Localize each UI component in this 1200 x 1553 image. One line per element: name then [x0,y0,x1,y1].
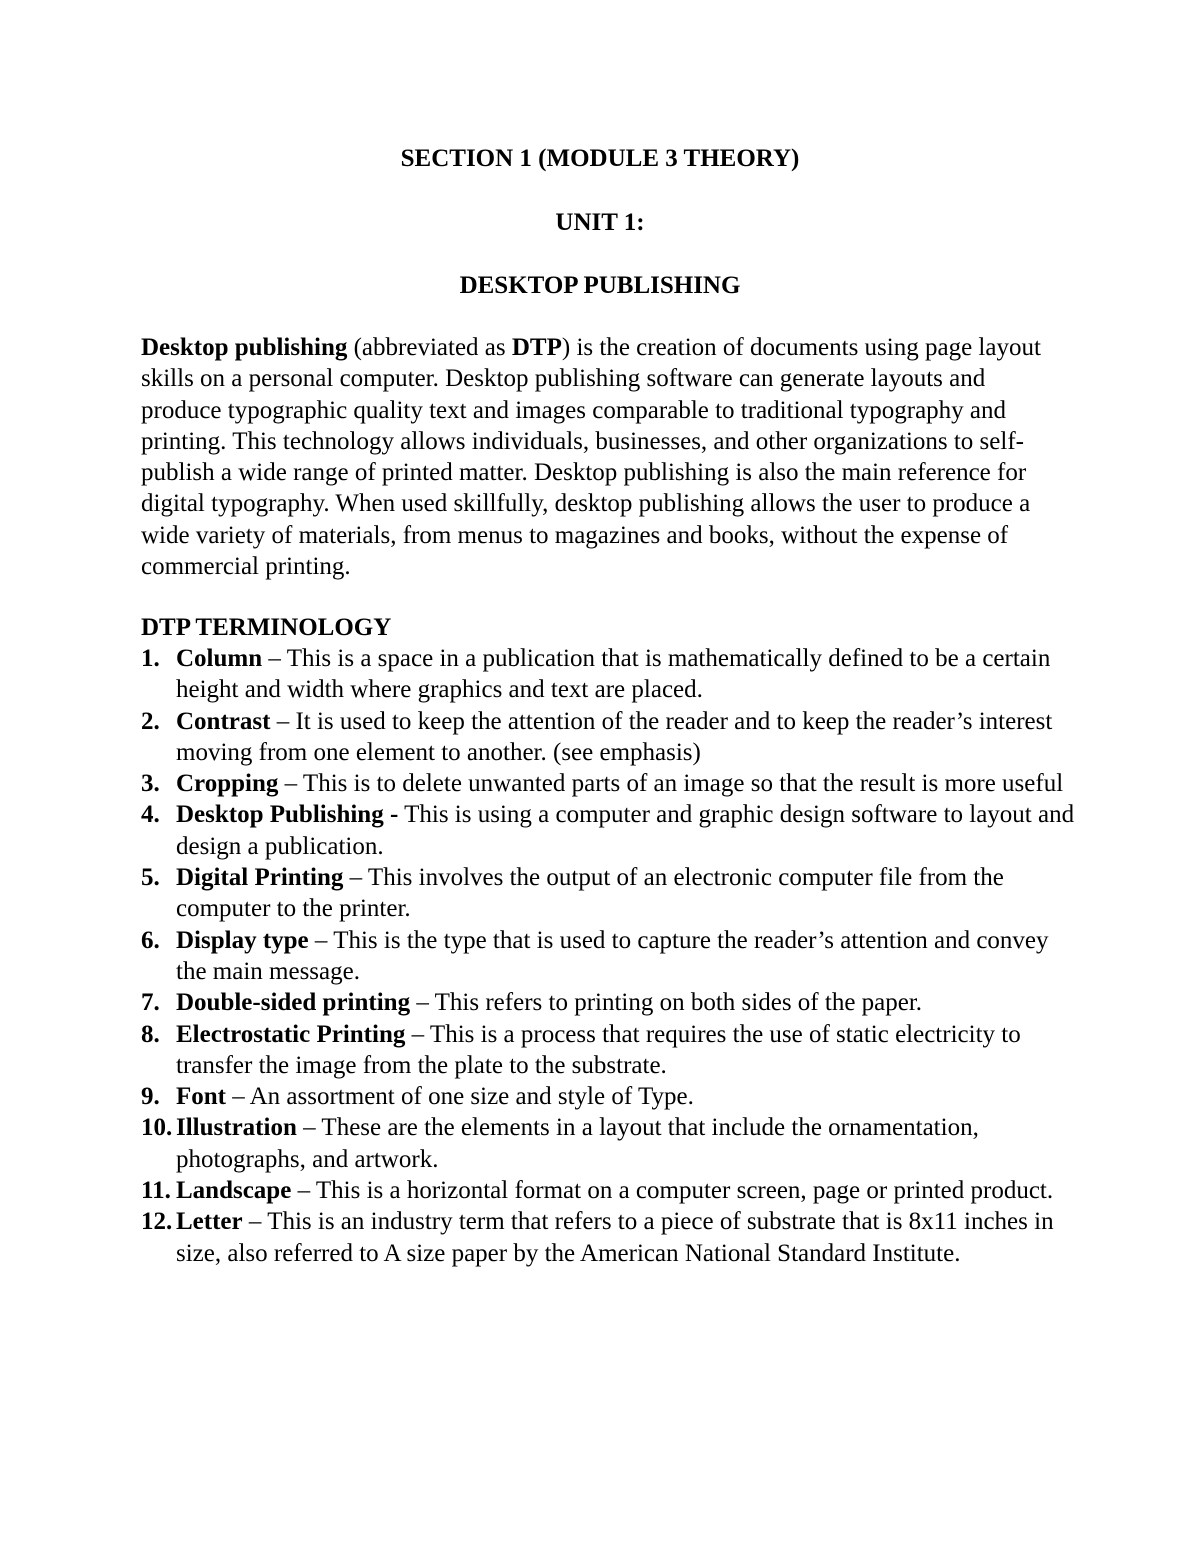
item-number: 1. [141,645,160,672]
item-term: Display type [176,926,309,954]
item-term: Desktop Publishing - [176,801,399,829]
item-number: 6. [141,926,160,954]
item-definition: This is an industry term that refers to a piece of substrate that is 8x11 inches in size, also referred to A size paper by the American National Standard Institute. [176,1208,1054,1267]
list-item [141,1081,1081,1112]
list-item [141,862,1081,925]
list-item [141,987,1081,1018]
item-number: 3. [141,770,160,798]
item-definition: These are the elements in a layout that include the ornamentation, photographs, and artwork. [176,1114,979,1173]
item-separator: – [308,926,334,954]
item-number: 10. [141,1114,173,1142]
intro-term: Desktop publishing [141,334,348,361]
intro-paragraph [141,332,1071,582]
item-term: Column [176,645,263,672]
item-separator: – [296,1114,322,1142]
item-term: Contrast [176,707,271,735]
unit-heading: UNIT 1: [555,209,645,236]
intro-abbreviation: DTP [511,334,562,361]
item-separator: – [242,1208,268,1236]
section-heading: SECTION 1 (MODULE 3 THEORY) [400,145,800,172]
list-item [141,1206,1081,1269]
intro-text-b: ) is the creation of documents using page layout skills on a personal computer. Desktop publishing software can generate layouts and produce typographic quality text and images comparable to traditional typography and printing. This technology allows individuals, businesses, and other organizations to self-publish a wide range of printed matter. Desktop publishing is also the main reference for digital typography. When used skillfully, desktop publishing allows the user to produce a wide variety of materials, from menus to magazines and books, without the expense of commercial printing. [141,334,1041,581]
list-item [141,1175,1081,1206]
item-separator: – [226,1083,250,1111]
item-separator: – [410,989,435,1017]
item-number: 4. [141,801,160,829]
item-definition: This is a space in a publication that is mathematically defined to be a certain height and width where graphics and text are placed. [176,645,1051,704]
item-definition: This involves the output of an electronic computer file from the computer to the printer. [176,864,1004,923]
item-number: 12. [141,1208,173,1236]
item-separator: – [262,645,287,672]
item-definition: This is a process that requires the use of static electricity to transfer the image from the plate to the substrate. [176,1020,1021,1079]
list-item [141,799,1081,862]
item-number: 5. [141,864,160,892]
item-term: Letter [176,1208,243,1236]
item-term: Illustration [176,1114,297,1142]
item-separator: – [278,770,303,798]
item-number: 8. [141,1020,160,1048]
list-item [141,1019,1081,1082]
item-term: Landscape [176,1177,292,1205]
intro-text-a: (abbreviated as [347,334,512,361]
item-definition: This is the type that is used to capture the reader’s attention and convey the main message. [176,926,1049,985]
item-term: Electrostatic Printing [176,1020,406,1048]
list-item [141,1112,1081,1175]
item-term: Font [176,1083,226,1111]
list-item [141,925,1081,988]
item-term: Digital Printing [176,864,344,892]
item-number: 7. [141,989,160,1017]
item-definition: It is used to keep the attention of the reader and to keep the reader’s interest moving from one element to another. (see emphasis) [176,707,1053,766]
item-separator: – [405,1020,430,1048]
list-item [141,706,1081,769]
item-separator: – [270,707,296,735]
list-item [141,643,1081,706]
list-item [141,768,1081,799]
item-definition: This is to delete unwanted parts of an image so that the result is more useful [302,770,1064,798]
item-definition: This refers to printing on both sides of the paper. [434,989,923,1017]
item-separator: – [291,1177,316,1205]
terminology-heading: DTP TERMINOLOGY [141,614,392,641]
page-title: DESKTOP PUBLISHING [459,272,741,299]
item-term: Double-sided printing [176,989,411,1017]
item-definition: This is a horizontal format on a computer screen, page or printed product. [315,1177,1054,1205]
item-number: 2. [141,707,160,735]
item-number: 9. [141,1083,160,1111]
item-definition: This is using a computer and graphic design software to layout and design a publication. [176,801,1075,860]
item-separator: – [343,864,368,892]
terminology-list [141,643,1081,1269]
item-term: Cropping [176,770,279,798]
item-definition: An assortment of one size and style of Type. [249,1083,694,1111]
item-number: 11. [141,1177,171,1205]
